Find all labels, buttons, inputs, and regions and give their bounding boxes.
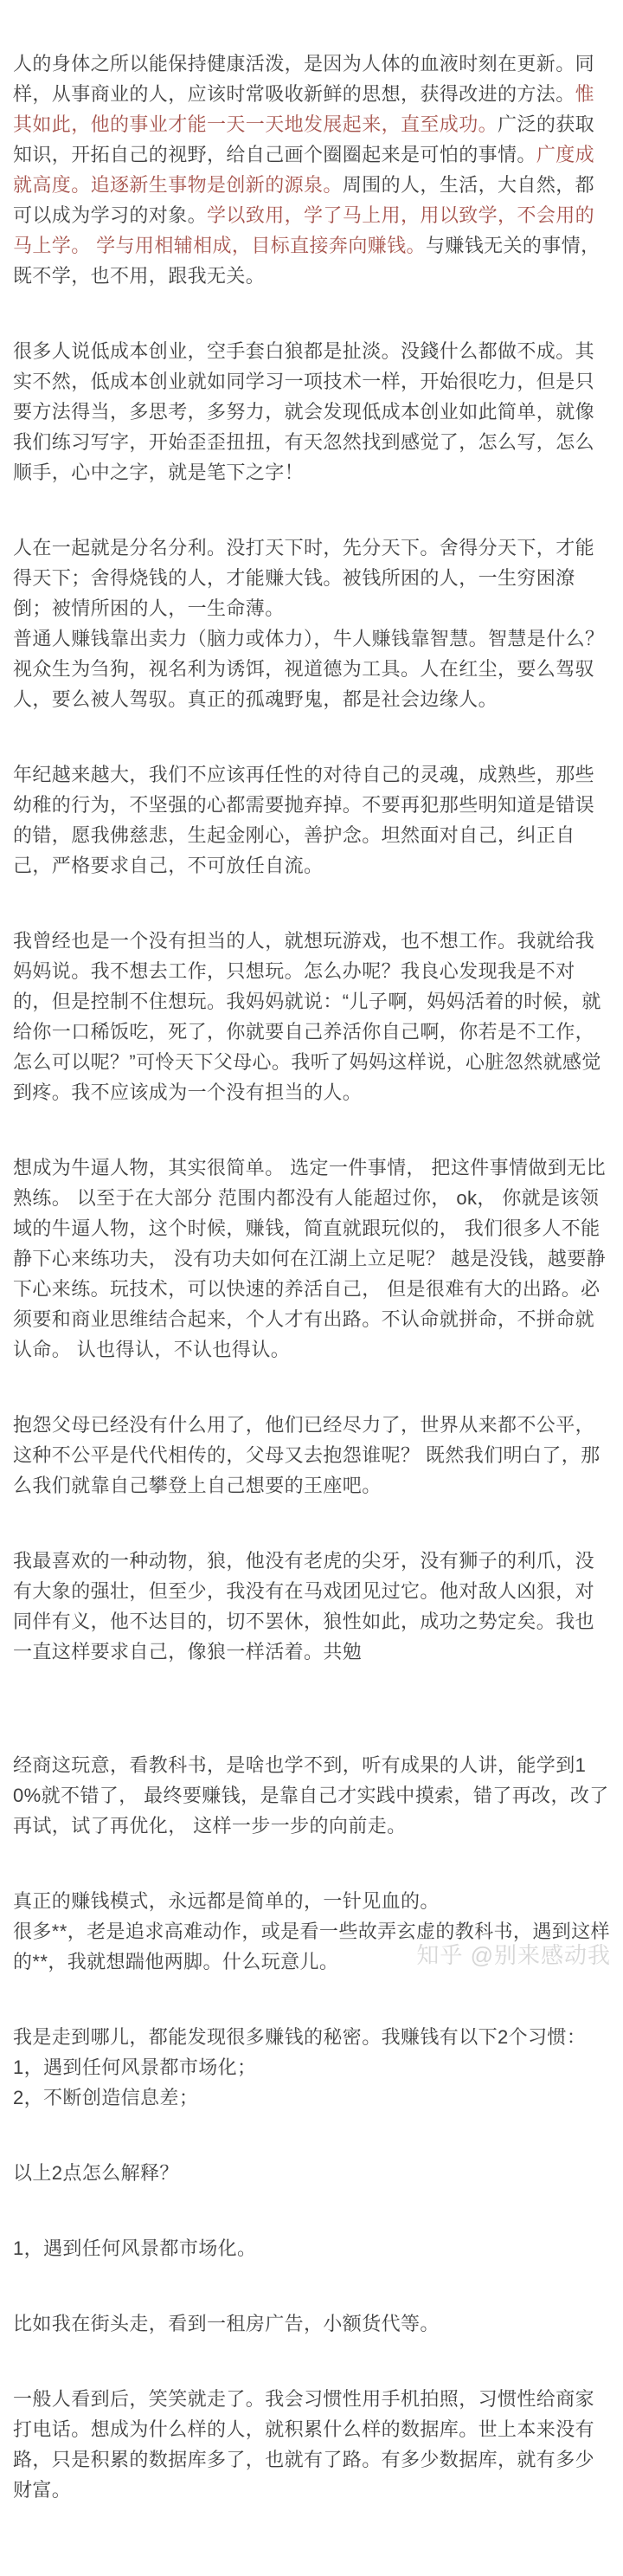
text-run: 广泛的获取知识，开拓自己的视野，给自己画个圈圈起来是可怕的事情。 xyxy=(13,113,595,165)
text-run: 很多**，老是追求高难动作，或是看一些故弄玄虚的教科书，遇到这样的**，我就想踹他两脚。什么玩意儿。 xyxy=(13,1921,610,1972)
text-run: 抱怨父母已经没有什么用了，他们已经尽力了，世界从来都不公平，这种不公平是代代相传的，父母又去抱怨谁呢？ 既然我们明白了，那么我们就靠自己攀登上自己想要的王座吧。 xyxy=(13,1414,601,1496)
paragraph-two-habits xyxy=(13,2022,610,2113)
text-run: 1，遇到任何风景都市场化； xyxy=(13,2056,257,2078)
paragraph-become-expert xyxy=(13,1152,610,1365)
paragraph-habit-one-title xyxy=(13,2233,610,2263)
text-run: 经商这玩意，看教科书，是啥也学不到，听有成果的人讲，能学到10%就不错了， 最终要赚钱，是靠自己才实践中摸索，错了再改，改了再试，试了再优化， 这样一步一步的向前走。 xyxy=(13,1754,609,1837)
paragraph-mother-story xyxy=(13,926,610,1107)
text-run: 我曾经也是一个没有担当的人，就想玩游戏，也不想工作。我就给我妈妈说。我不想去工作，只想玩。怎么办呢？我良心发现我是不对的，但是控制不住想玩。我妈妈就说：“儿子啊，妈妈活着的时候，就给你一口稀饭吃，死了，你就要自己养活你自己啊，你若是不工作，怎么可以呢？”可怜天下父母心。我听了妈妈这样说，心脏忽然就感觉到疼。我不应该成为一个没有担当的人。 xyxy=(13,930,601,1103)
text-run: 我是走到哪儿，都能发现很多赚钱的秘密。我赚钱有以下2个习惯： xyxy=(13,2026,587,2048)
paragraph-wolf-spirit xyxy=(13,1546,610,1667)
paragraph-explain-question xyxy=(13,2158,610,2188)
text-run: 2，不断创造信息差； xyxy=(13,2087,199,2108)
text-run: 年纪越来越大，我们不应该再任性的对待自己的灵魂，成熟些，那些幼稚的行为，不坚强的心都需要抛弃掉。不要再犯那些明知道是错误的错，愿我佛慈悲，生起金刚心，善护念。坦然面对自己，纠正自己，严格要求自己，不可放任自流。 xyxy=(13,764,595,876)
text-run: 1，遇到任何风景都市场化。 xyxy=(13,2237,257,2259)
text-run: 想成为牛逼人物，其实很简单。 选定一件事情， 把这件事情做到无比熟练。 以至于在大部分 范围内都没有人能超过你， ok， 你就是该领域的牛逼人物，这个时候，赚钱，简直就跟玩似的， 我们很多人不能静下心来练功夫， 没有功夫如何在江湖上立足呢？ 越是没钱，越要静下心来练。玩技术，可以快速的养活自己， 但是很难有大的出路。必须要和商业思维结合起来，个人才有出路。不认命就拼命，不拼命就认命。 认也得认，不认也得认。 xyxy=(13,1157,607,1360)
text-run: 周围的人，生活，大自然，都可以成为学习的对象。 xyxy=(13,174,595,226)
zhihu-watermark: 知乎 @别来感动我 xyxy=(416,1942,611,1968)
text-run: 真正的赚钱模式，永远都是简单的，一针见血的。 xyxy=(13,1890,440,1912)
text-run: 人的身体之所以能保持健康活泼，是因为人体的血液时刻在更新。同样，从事商业的人，应该时常吸收新鲜的思想，获得改进的方法。 xyxy=(13,53,595,105)
text-run: 与赚钱无关的事情， 既不学，也不用，跟我无关。 xyxy=(13,235,601,287)
emphasized-text-run: 学以致用，学了马上用，用以致学，不会用的马上学。 学与用相辅相成，目标直接奔向赚钱。 xyxy=(13,204,595,256)
paragraph-body-renewal xyxy=(13,48,610,291)
text-run: 普通人赚钱靠出卖力（脑力或体力），牛人赚钱靠智慧。智慧是什么？视众生为刍狗，视名利为诱饵，视道德为工具。人在红尘，要么驾驭人，要么被人驾驭。真正的孤魂野鬼，都是社会边缘人。 xyxy=(13,628,605,710)
text-run: 比如我在街头走，看到一租房广告，小额货代等。 xyxy=(13,2313,440,2334)
text-run: 我最喜欢的一种动物，狼，他没有老虎的尖牙，没有狮子的利爪，没有大象的强壮，但至少，我没有在马戏团见过它。他对敌人凶狠，对同伴有义，他不达目的，切不罢休，狼性如此，成功之势定矣。我也一直这样要求自己，像狼一样活着。共勉 xyxy=(13,1550,595,1662)
text-run: 一般人看到后，笑笑就走了。我会习惯性用手机拍照，习惯性给商家打电话。想成为什么样的人，就积累什么样的数据库。世上本来没有路，只是积累的数据库多了，也就有了路。有多少数据库，就有多少财富。 xyxy=(13,2388,595,2501)
paragraph-street-example xyxy=(13,2308,610,2339)
paragraph-database-wealth xyxy=(13,2384,610,2505)
emphasized-text-run: 惟其如此，他的事业才能一天一天地发展起来，直至成功。 xyxy=(13,83,595,135)
paragraph-business-practice xyxy=(13,1750,610,1841)
emphasized-text-run: 广度成就高度。追逐新生事物是创新的源泉。 xyxy=(13,144,595,196)
text-run: 人在一起就是分名分利。没打天下时，先分天下。舍得分天下，才能得天下；舍得烧钱的人，才能赚大钱。被钱所困的人，一生穷困潦倒；被情所困的人，一生命薄。 xyxy=(13,537,595,619)
text-run: 以上2点怎么解释？ xyxy=(13,2162,179,2184)
paragraph-no-blame-parents xyxy=(13,1410,610,1501)
paragraph-fame-and-profit xyxy=(13,533,610,714)
paragraph-growing-older xyxy=(13,759,610,881)
text-run: 很多人说低成本创业，空手套白狼都是扯淡。没錢什么都做不成。其实不然，低成本创业就如同学习一项技术一样，开始很吃力，但是只要方法得当，多思考，多努力，就会发现低成本创业如此简单，就像我们练习写字，开始歪歪扭扭，有天忽然找到感觉了，怎么写，怎么顺手，心中之字，就是笔下之字！ xyxy=(13,340,595,483)
paragraph-low-cost-startup xyxy=(13,336,610,487)
